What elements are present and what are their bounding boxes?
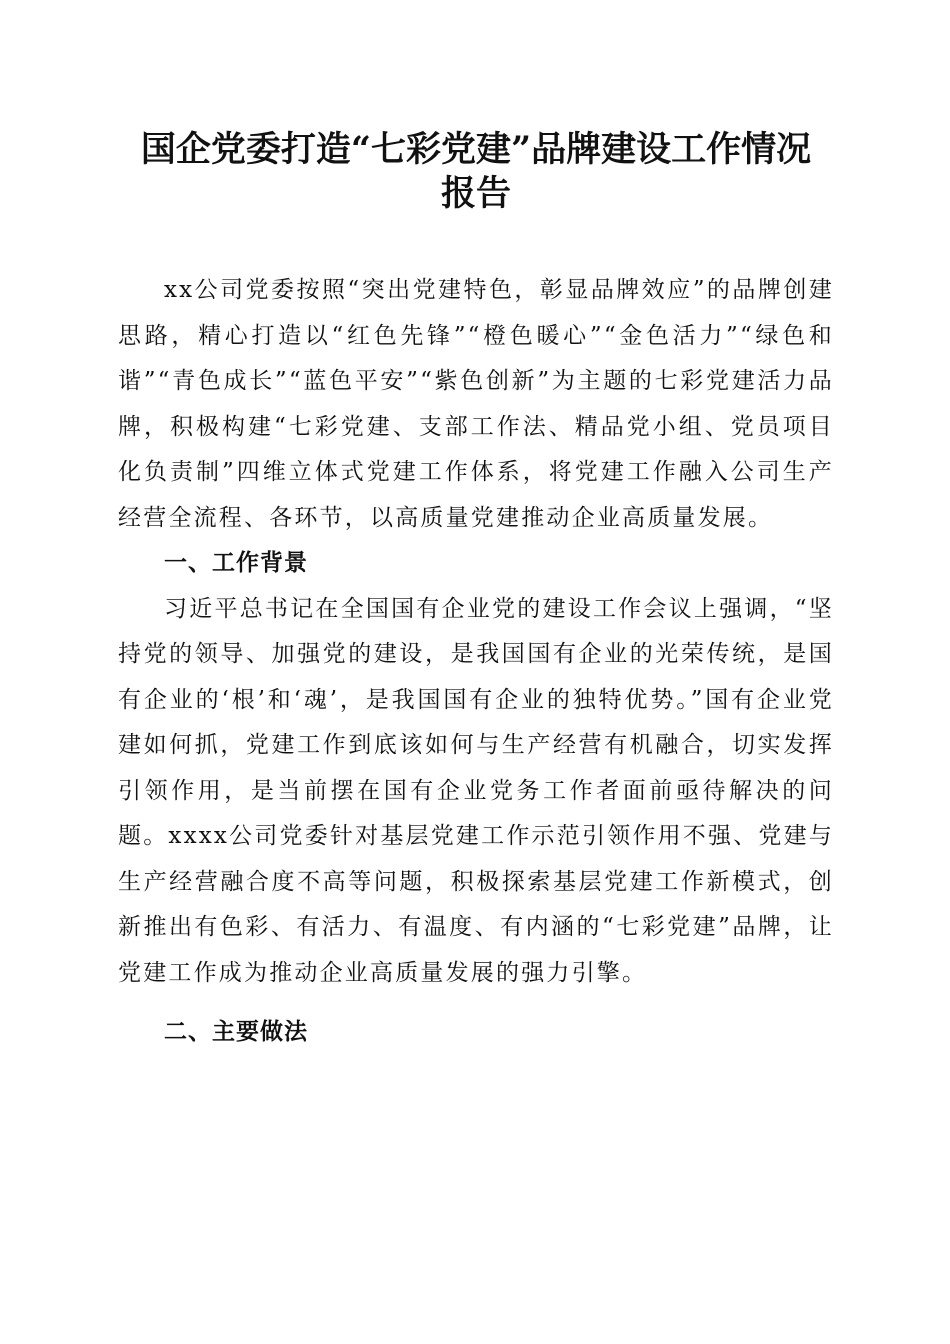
document-page: [118, 128, 834, 1056]
intro-paragraph: xx公司党委按照“突出党建特色，彰显品牌效应”的品牌创建思路，精心打造以“红色先锋”“橙色暖心”“金色活力”“绿色和谐”“青色成长”“蓝色平安”“紫色创新”为主题的七彩党建活力品牌，积极构建“七彩党建、支部工作法、精品党小组、党员项目化负责制”四维立体式党建工作体系，将党建工作融入公司生产经营全流程、各环节，以高质量党建推动企业高质量发展。: [118, 277, 834, 531]
title-line-2: 报告: [440, 173, 511, 214]
section-heading-main-practices: 二、主要做法: [164, 1019, 308, 1045]
title-line-1: 国企党委打造“七彩党建”品牌建设工作情况: [140, 129, 812, 170]
background-paragraph: 习近平总书记在全国国有企业党的建设工作会议上强调，“坚持党的领导、加强党的建设，是我国国有企业的光荣传统，是国有企业的‘根’和‘魂’，是我国国有企业的独特优势。”国有企业党建如何抓，党建工作到底该如何与生产经营有机融合，切实发挥引领作用，是当前摆在国有企业党务工作者面前亟待解决的问题。xxxx公司党委针对基层党建工作示范引领作用不强、党建与生产经营融合度不高等问题，积极探索基层党建工作新模式，创新推出有色彩、有活力、有温度、有内涵的“七彩党建”品牌，让党建工作成为推动企业高质量发展的强力引擎。: [118, 595, 834, 986]
document-title: [118, 128, 834, 216]
section-heading-background: 一、工作背景: [164, 550, 308, 576]
